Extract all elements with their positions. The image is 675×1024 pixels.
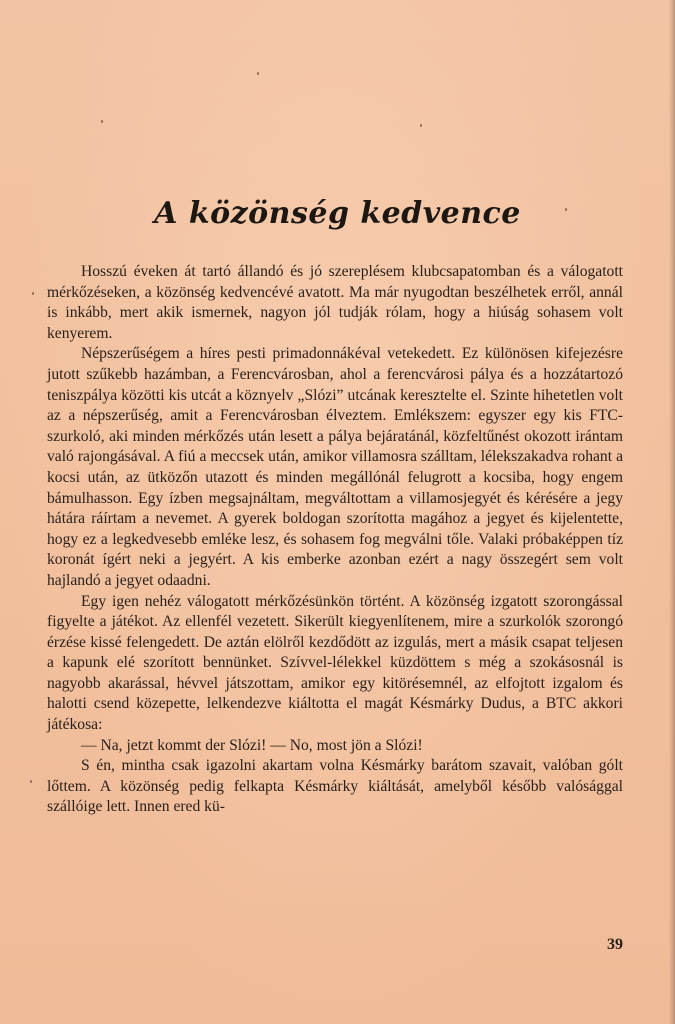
paragraph: Egy igen nehéz válogatott mérkőzésünkön történt. A közönség izgatott szorongással figyelte a játékot. Az ellenfél vezetett. Sikerült kiegyenlítenem, mire a szurkolók szorongó érzése kissé felengedett. De aztán elölről kezdődött az izgulás, mert a másik csapat teljesen a kapunk elé szorított bennünket. Szívvel-lélekkel küzdöttem s még a szokásosnál is nagyobb akarással, hévvel játszottam, amikor egy kitörésemnél, az elfojtott izgalom és halotti csend közepette, lelkendezve kiáltotta el magát Késmárky Dudus, a BTC akkori játékosa:	[47, 592, 623, 734]
paper-speck	[32, 292, 34, 295]
chapter-body	[47, 262, 623, 818]
paper-speck	[30, 780, 32, 783]
paper-speck	[420, 124, 422, 127]
page-number: 39	[607, 936, 623, 953]
paragraph: Népszerűségem a híres pesti primadonnákéval vetekedett. Ez különösen kifejezésre jutott szűkebb hazámban, a Ferencvárosban, ahol a ferencvárosi pálya és a hozzátartozó teniszpálya közötti kis utcát a köznyelv „Slózi” utcának keresztelte el. Szinte hihetetlen volt az a népszerűség, amit a Ferencvárosban élveztem. Emlékszem: egyszer egy kis FTC-szurkoló, aki minden mérkőzés után lesett a pálya bejáratánál, közfeltűnést okozott irántam való rajongásával. A fiú a meccsek után, amikor villamosra szálltam, lélekszakadva rohant a kocsi után, az ütközőn utazott és minden megállónál felugrott a kocsiba, hogy engem bámulhasson. Egy ízben megsajnáltam, megváltottam a villamosjegyét és kérésére a jegy hátára ráírtam a nevemet. A gyerek boldogan szorította magához a jegyet és kijelentette, hogy ez a legkedvesebb emléke lesz, és sohasem fog megválni tőle. Valaki próbaképpen tíz koronát ígért neki a jegyért. A kis emberke azonban ezért a nagy összegért sem volt hajlandó a jegyet odaadni.	[47, 345, 623, 589]
page-edge-shadow	[669, 0, 675, 1024]
paper-speck	[257, 72, 259, 75]
paper-speck	[565, 208, 567, 211]
paper-speck	[101, 120, 103, 123]
paragraph: S én, mintha csak igazolni akartam volna Késmárky barátom szavait, valóban gólt lőttem. A közönség pedig felkapta Késmárky kiáltását, amelyből később valósággal szállóige lett. Innen ered kü-	[47, 757, 623, 816]
chapter-title: A közönség kedvence	[154, 196, 521, 231]
paragraph: Hosszú éveken át tartó állandó és jó szereplésem klubcsapatomban és a válogatott mérkőzéseken, a közönség kedvencévé avatott. Ma már nyugodtan beszélhetek erről, annál is inkább, mert akik ismernek, nagyon jól tudják rólam, hogy a hiúság sohasem volt kenyerem.	[47, 263, 623, 342]
dialogue-line: — Na, jetzt kommt der Slózi! — No, most jön a Slózi!	[81, 736, 423, 754]
